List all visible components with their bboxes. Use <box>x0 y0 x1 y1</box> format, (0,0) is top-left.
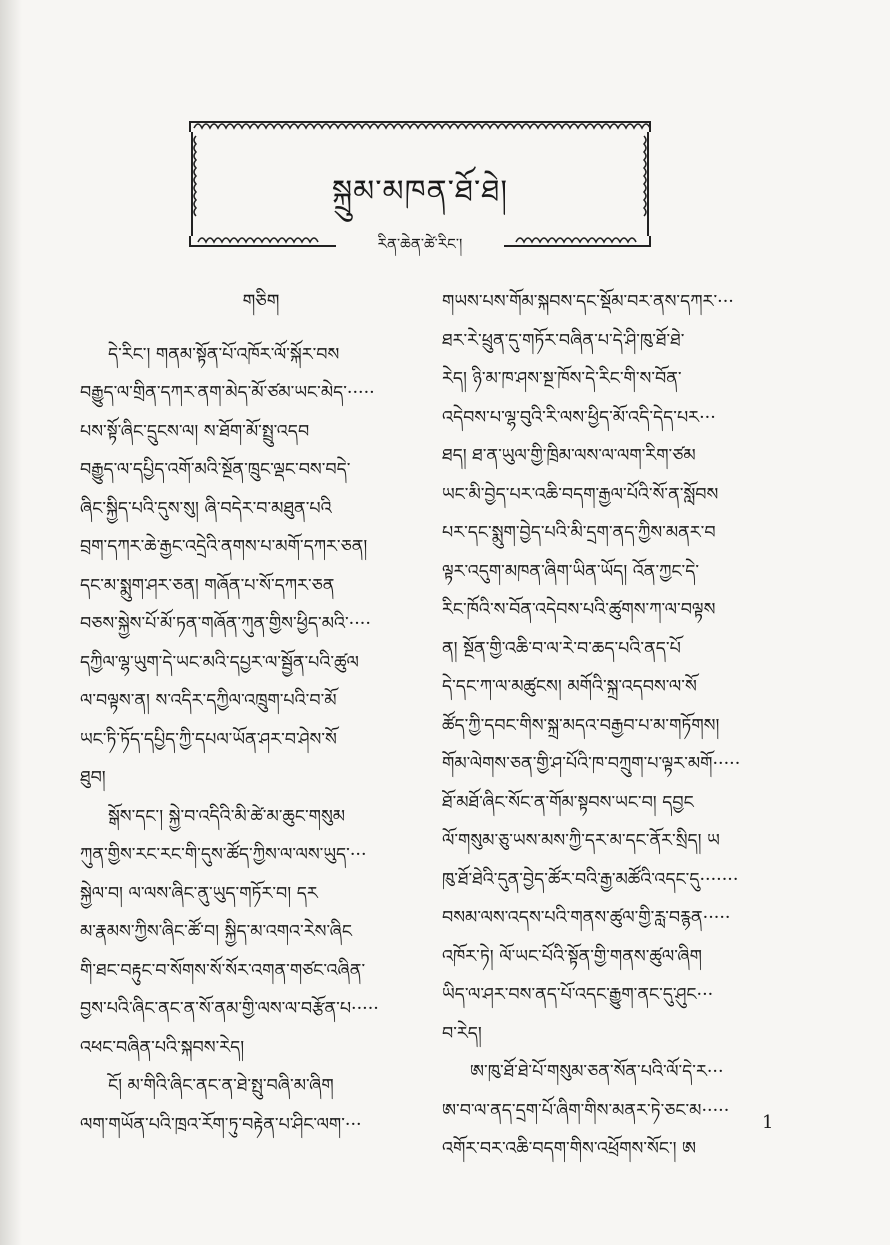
author-name-text: རིན་ཆེན་ཚེ་རིང་། <box>370 235 471 253</box>
text-line: འཕང་བཞིན་པའི་སྐབས་རེད། <box>80 1037 245 1058</box>
text-line: ཐོ་མཐོ་ཞིང་སོང་ན་གོམ་སྟབས་ཡང་བ། དབྱང <box>442 792 694 813</box>
text-line: ཡིད་ལ་ཤར་བས་ནད་པོ་འདང་རྒྱུག་ནང་དུ་ཤུང··· <box>442 985 714 1005</box>
text-line: བྲག་དཀར་ཆེ་རྒྱང་འདྲེའི་ནགས་པ་མགོ་དཀར་ཅན། <box>80 537 368 557</box>
right-text-column <box>442 283 804 1169</box>
text-line: ཐར་རེ་ཕྲུན་དུ་གཏོར་བཞིན་པ་དེ་ཤི་ཁུ་ཐོ་ཐེ་ <box>442 330 685 351</box>
text-line: དང་མ་སྨུག་ཤར་ཅན། གཞོན་པ་སོ་དཀར་ཅན <box>80 575 335 596</box>
text-line: དཀྱིལ་ལྷ་ཡུག་དེ་ཡང་མའི་དཔྱར་ལ་སྦྱོན་པའི་ཚུལ <box>80 652 359 673</box>
text-line: པས་སྟོ་ཞིང་དྲུངས་ལ། ས་ཐོག་མོ་སྤྲུ་འདབ <box>80 421 310 442</box>
text-line: རེད། ཉི་མ་ཁ་ཤས་སྔ་ཁོས་དེ་རིང་གི་ས་བོན་ <box>442 369 682 389</box>
page-title: སྐྲུམ་མཁན་ཐོ་ཐེ། <box>331 174 509 209</box>
page-number: 1 <box>762 1112 774 1133</box>
text-line: གཡས་པས་གོམ་སྐབས་དང་སྡོམ་བར་ནས་དཀར་··· <box>442 292 734 312</box>
text-line: བ་རེད། <box>442 1023 482 1044</box>
title-box <box>186 118 654 253</box>
text-line: འགོར་བར་འཆི་བདག་གིས་འཕྲོགས་སོང་། ཨ <box>442 1139 697 1159</box>
text-line: འཁོར་ཏེ། ལོ་ཡང་པོའི་སྟོན་གྱི་གནས་ཚུལ་ཞིག <box>442 946 702 967</box>
text-line: ཨ་བ་ལ་ནད་དྲག་པོ་ཞིག་གིས་མནར་ཏེ་ཅང་མ····· <box>442 1100 730 1121</box>
text-line: བསམ་ལས་འདས་པའི་གནས་ཚུལ་གྱི་རླ་བརྙན····· <box>442 908 731 928</box>
text-line: ཞིང་སྐྱིད་པའི་དུས་སུ། ཞི་བདེར་བ་མཐུན་པའི <box>80 498 332 519</box>
text-line: ཀུན་གྱིས་རང་རང་གི་དུས་ཚོད་ཀྱིས་ལ་ལས་ཡུད་··· <box>80 845 367 865</box>
text-line: གོམ་ལེགས་ཅན་གྱི་ཤ་པོའི་ཁ་བཀྲུག་པ་ལྟར་མགོ····· <box>442 754 741 774</box>
section-heading: གཅིག <box>242 291 280 312</box>
text-line: ངོ། མ་གིའི་ཞིང་ནང་ན་ཐེ་སྤུ་བཞི་མ་ཞིག <box>108 1076 334 1096</box>
text-line: ལག་གཡོན་པའི་ཁྲའ་རོག་ཏུ་བརྟེན་པ་ཤིང་ལག་··· <box>80 1114 362 1135</box>
text-line: གི་ཐང་བརྟུང་བ་སོགས་སོ་སོར་འགན་གཙང་འཞིན་ <box>80 960 366 981</box>
text-line: ལོ་གསུམ་ཅུ་ཡས་མས་ཀྱི་དར་མ་དང་ནོར་སྲིད། ཡ <box>442 831 720 851</box>
text-line: ཚོད་ཀྱི་དབང་གིས་སྐྲ་མདའ་བརྒྱབ་པ་མ་གཏོགས། <box>442 715 720 736</box>
text-line: ཡང་མི་བྱེད་པར་འཆི་བདག་རྒྱལ་པོའི་སོ་ན་སློབས <box>442 484 719 505</box>
text-line: མ་རྣམས་ཀྱིས་ཞིང་ཚོ་བ། སྐྱིད་མ་འགའ་རེས་ཞིང <box>80 922 352 942</box>
text-line: ཨ་ཁུ་ཐོ་ཐེ་པོ་གསུམ་ཅན་སོན་པའི་ལོ་དེ་ར··· <box>470 1062 724 1082</box>
text-line: ལ་བལྟས་ན། ས་འདིར་དཀྱིལ་འཁྲུག་པའི་བ་མོ <box>80 691 337 711</box>
text-line: ན། སྔོན་གྱི་འཆི་བ་ལ་རེ་བ་ཆད་པའི་ནད་པོ <box>442 638 681 659</box>
text-line: ཐུབ། <box>80 768 106 788</box>
text-line: ཡང་ཏི་ཏོད་དཔྱིད་ཀྱི་དཔལ་ཡོན་ཤར་བ་ཤེས་སོ <box>80 729 337 750</box>
text-line: པར་དང་སྨུག་བྱེད་པའི་མི་དྲག་ནད་ཀྱིས་མནར་བ <box>442 523 716 543</box>
text-line: ཐད། ཐ་ན་ཡུལ་གྱི་ཁྲིམ་ལས་ལ་ལག་རིག་ཙམ <box>442 446 696 466</box>
page-edge-shadow <box>0 0 22 1245</box>
text-line: སྒོས་དང་། སྐྱེ་བ་འདིའི་མི་ཚེ་མ་ཆུང་གསུམ <box>108 806 346 827</box>
text-line: བརྒྱུད་ལ་དཔྱིད་འགོ་མའི་སྔོན་ཁྲུང་ལྡང་བས་བདེ་ <box>80 460 351 480</box>
text-line: ཁུ་ཐོ་ཐེའི་དུན་བྱེད་ཚོར་བའི་རྒྱ་མཚོའི་འདང་དུ······· <box>442 869 739 890</box>
text-line: རིང་ཁོའི་ས་བོན་འདེབས་པའི་ཚུགས་ཀ་ལ་བལྟས <box>442 600 716 620</box>
text-line: བྱས་པའི་ཞིང་ནང་ན་སོ་ནམ་གྱི་ལས་ལ་བརྩོན་པ····· <box>80 999 379 1019</box>
text-line: དེ་རིང་། གནམ་སྟོན་པོ་འཁོར་ལོ་སྐོར་བས <box>108 344 340 365</box>
author-name <box>186 228 654 270</box>
text-line: བརྒྱུད་ལ་གྲིན་དཀར་ནག་མེད་མོ་ཙམ་ཡང་མེད་····· <box>80 383 375 403</box>
text-line: ལྟར་འདུག་མཁན་ཞིག་ཡིན་ཡོད། འོན་ཀྱང་དེ་ <box>442 561 700 582</box>
text-line: བཅས་སྐྱེས་པོ་མོ་ཏན་གཞོན་ཀུན་གྱིས་ཕྱིད་མའི་···· <box>80 614 371 634</box>
left-text-column <box>80 283 442 1144</box>
text-line: དེ་དང་ཀ་ལ་མཚུངས། མགོའི་སྐྲ་འདབས་ལ་སོ <box>442 677 697 697</box>
text-line: སྐྱེལ་བ། ལ་ལས་ཞིང་ནུ་ཡུད་གཏོར་བ། དར <box>80 883 318 904</box>
text-line: འདེབས་པ་ལྷ་བུའི་རི་ལས་ཕྱིད་མོ་འདི་དེད་པར··· <box>442 407 716 428</box>
